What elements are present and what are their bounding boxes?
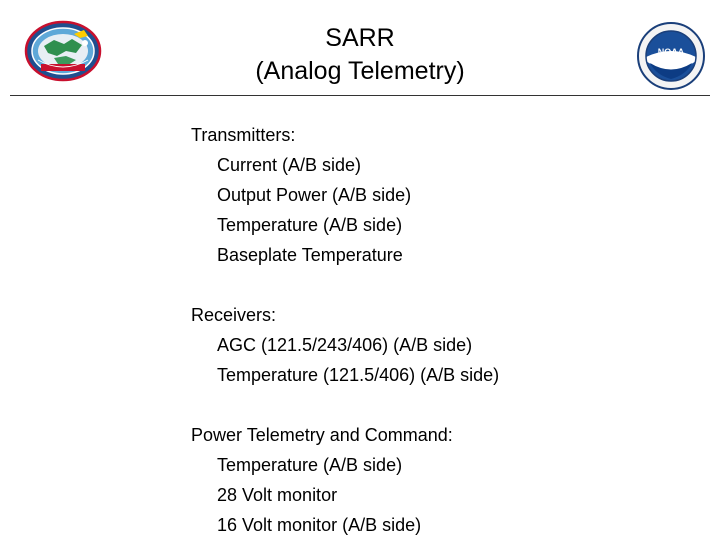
header-divider	[10, 95, 710, 96]
list-item: AGC (121.5/243/406) (A/B side)	[217, 335, 473, 355]
noaa-logo-text: NOAA	[657, 47, 685, 57]
list-item: Baseplate Temperature	[217, 245, 403, 265]
section-heading: Power Telemetry and Command:	[191, 425, 453, 445]
section-heading: Transmitters:	[191, 125, 296, 145]
mission-patch-logo	[24, 20, 102, 82]
title-line-1: SARR	[325, 24, 395, 52]
noaa-logo-icon	[636, 21, 706, 91]
slide-body	[191, 120, 499, 540]
list-item: Current (A/B side)	[217, 155, 362, 175]
title-line-2: (Analog Telemetry)	[255, 57, 465, 85]
list-item: 28 Volt monitor	[217, 485, 338, 505]
section-transmitters	[191, 120, 499, 270]
list-item: Output Power (A/B side)	[217, 185, 412, 205]
noaa-logo	[636, 21, 706, 91]
list-item: Temperature (A/B side)	[217, 455, 403, 475]
slide-title	[160, 22, 560, 88]
section-power-telemetry	[191, 420, 499, 540]
mission-patch-icon	[24, 20, 102, 82]
section-receivers	[191, 300, 499, 390]
section-heading: Receivers:	[191, 305, 277, 325]
list-item: Temperature (121.5/406) (A/B side)	[217, 365, 500, 385]
list-item: 16 Volt monitor (A/B side)	[217, 515, 422, 535]
list-item: Temperature (A/B side)	[217, 215, 403, 235]
